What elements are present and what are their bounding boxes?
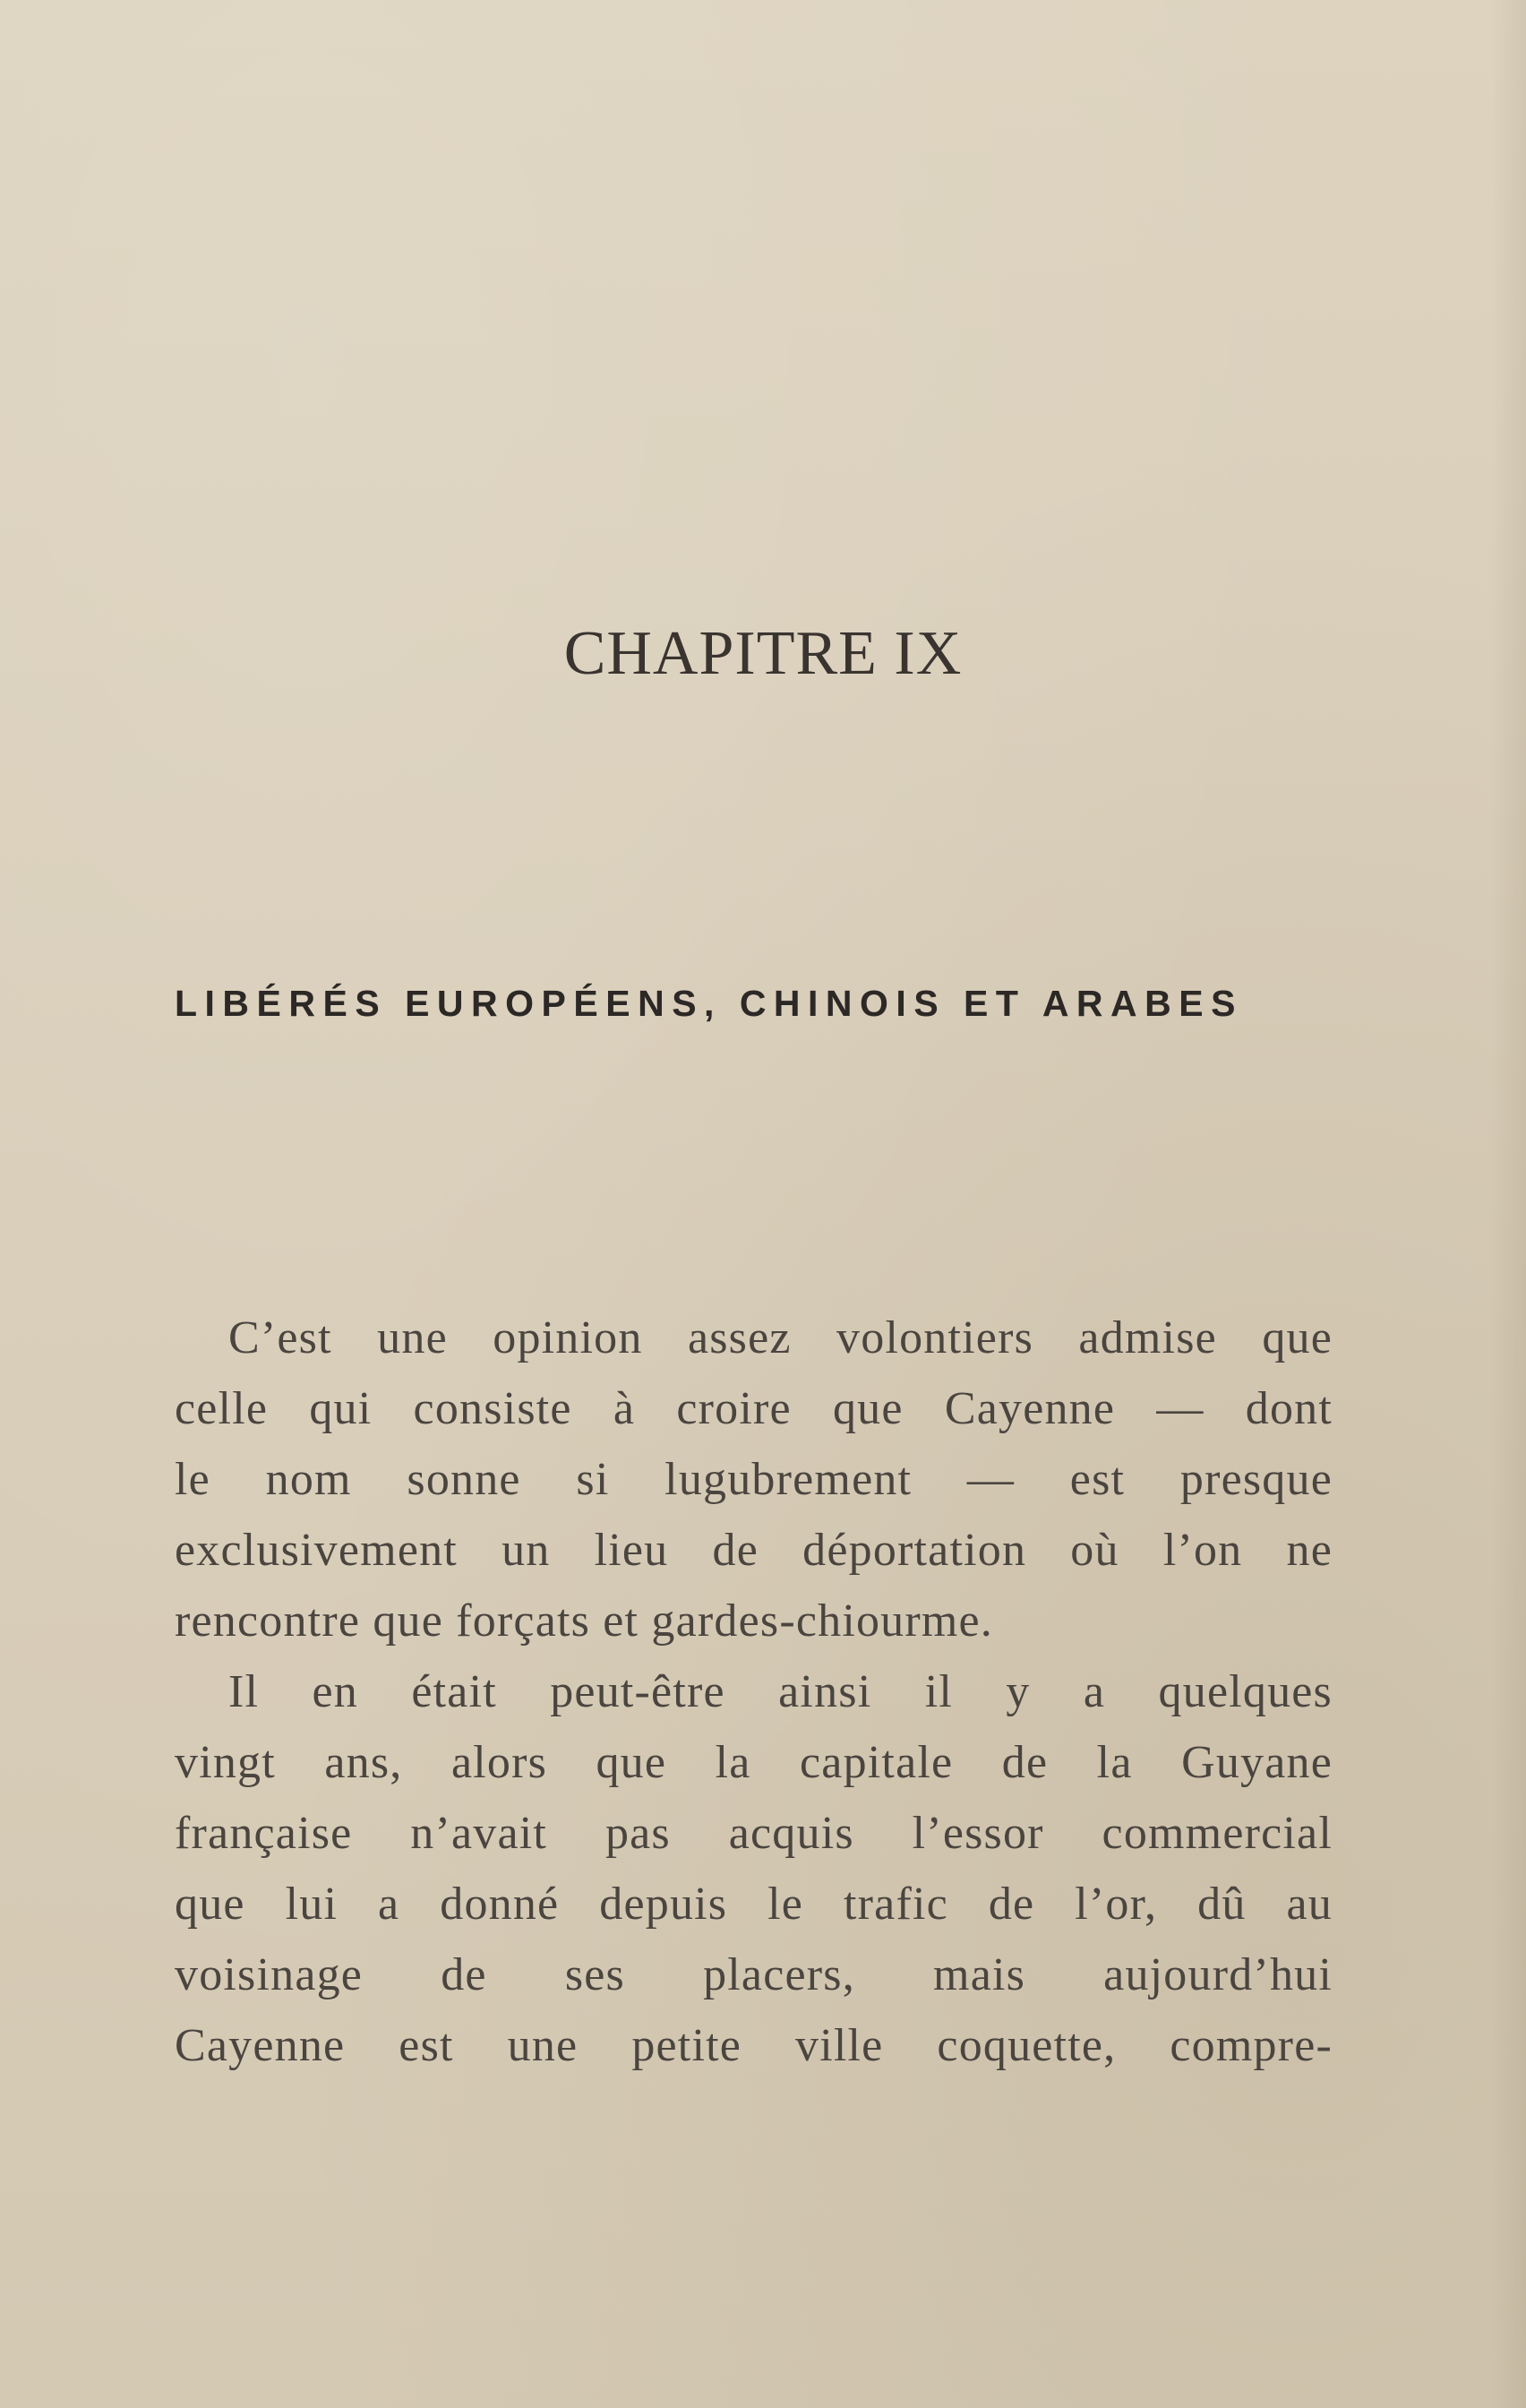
paragraph-2-line: voisinage de ses placers, mais aujourd’hui bbox=[175, 1949, 1333, 2000]
paragraph-1-line: rencontre que forçats et gardes-chiourme. bbox=[175, 1595, 994, 1647]
paragraph-2-line: Cayenne est une petite ville coquette, compre- bbox=[175, 2020, 1333, 2071]
paragraph-2-line: française n’avait pas acquis l’essor commercial bbox=[175, 1808, 1333, 1859]
chapter-title: CHAPITRE IX bbox=[563, 619, 963, 688]
section-title: LIBÉRÉS EUROPÉENS, CHINOIS ET ARABES bbox=[175, 983, 1243, 1024]
paragraph-1-line: le nom sonne si lugubrement — est presque bbox=[175, 1454, 1333, 1505]
paragraph-2-line: vingt ans, alors que la capitale de la Guyane bbox=[175, 1737, 1333, 1788]
paragraph-1-line: celle qui consiste à croire que Cayenne — dont bbox=[175, 1383, 1333, 1434]
paragraph-2-line: que lui a donné depuis le trafic de l’or, dû au bbox=[175, 1879, 1333, 1930]
body-text bbox=[175, 1303, 1333, 2081]
paragraph-1-line: C’est une opinion assez volontiers admise que bbox=[228, 1312, 1333, 1363]
paragraph-2-line: Il en était peut-être ainsi il y a quelques bbox=[228, 1666, 1333, 1717]
paragraph-1-line: exclusivement un lieu de déportation où l’on ne bbox=[175, 1525, 1333, 1576]
